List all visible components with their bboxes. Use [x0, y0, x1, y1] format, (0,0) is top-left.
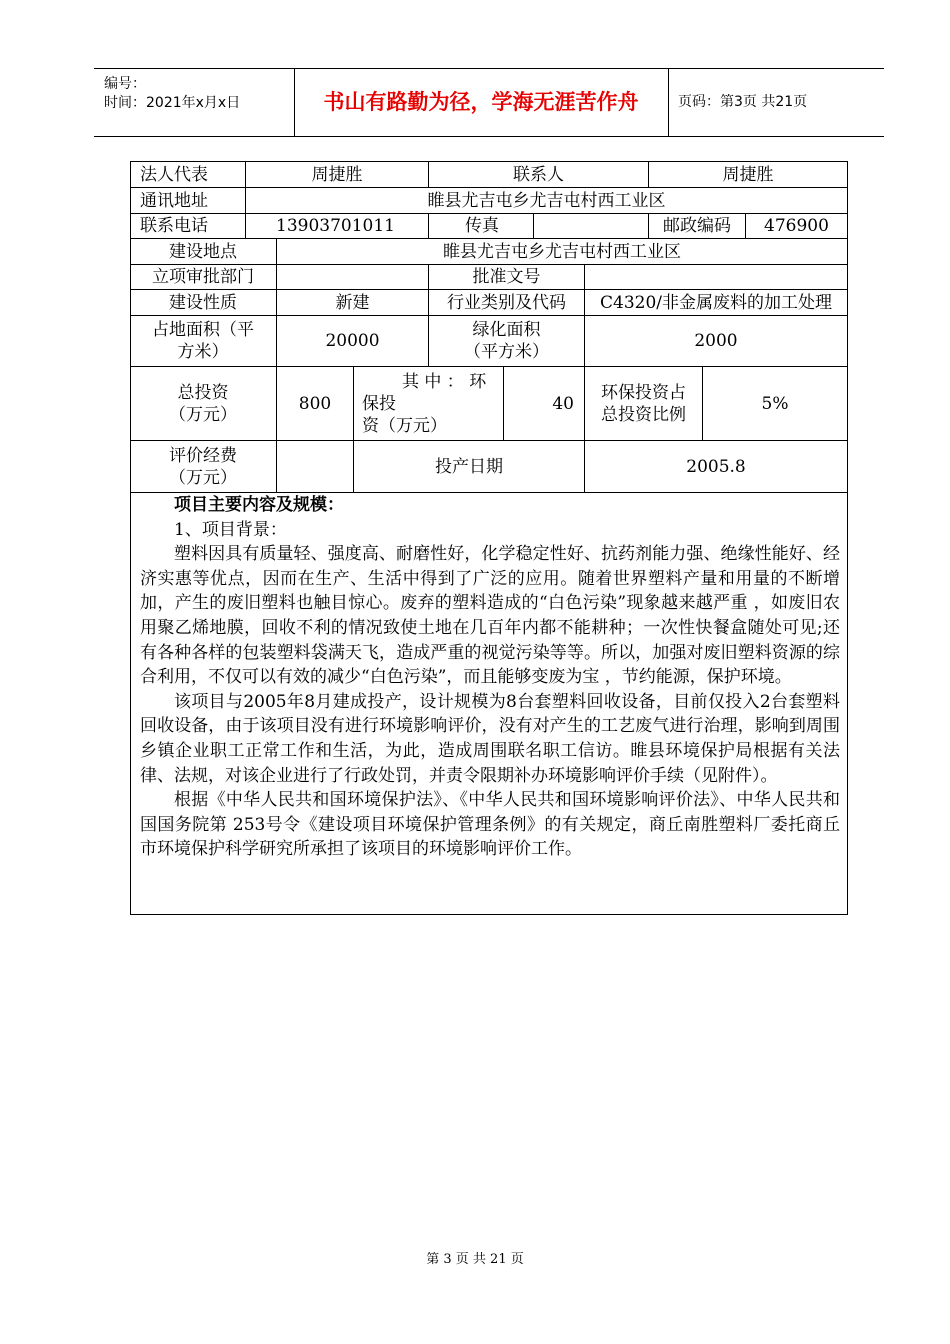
env-invest-label — [354, 367, 503, 440]
fax-label: 传真 — [465, 216, 499, 236]
invest-label-line1: 总投资 — [177, 382, 229, 403]
area-label-line2: 方米） — [177, 342, 229, 362]
fee-label-line2: （万元） — [169, 467, 237, 488]
content-paragraph: 塑料因具有质量轻、强度高、耐磨性好，化学稳定性好、抗药剂能力强、绝缘性能好、经济实惠等优点，因而在生产、生活中得到了广泛的应用。随着世界塑料产量和用量的不断增加，产生的废旧塑料也触目惊心。废弃的塑料造成的“白色污染”现象越来越严重 ，如废旧农用聚乙烯地膜，回收不利的情况致使土地在几百年内都不能耕种；一次性快餐盒随处可见;还有各种各样的包装塑料袋满天飞，造成严重的视觉污染等等。所以，加强对废旧塑料资源的综合利用，不仅可以有效的减少“白色污染”，而且能够变废为宝 ，节约能源，保护环境。 — [140, 544, 840, 688]
page-footer: 第 3 页 共 21 页 — [426, 1252, 524, 1267]
contact-value: 周捷胜 — [722, 164, 774, 185]
header-motto: 书山有路勤为径，学海无涯苦作舟 — [323, 90, 639, 114]
header-page-info: 页码：第3页 共21页 — [678, 94, 808, 110]
area-label — [130, 316, 276, 366]
ratio-label-line1: 环保投资占 — [601, 382, 686, 403]
fax-value — [534, 214, 648, 238]
nature-value: 新建 — [335, 292, 370, 313]
table-border — [130, 914, 848, 915]
green-label-line2: （平方米） — [464, 342, 549, 362]
env-invest-label-line2: 保投 — [362, 393, 396, 414]
table-border — [847, 161, 848, 915]
postcode-value: 476900 — [764, 216, 829, 236]
address-value: 睢县尤吉屯乡尤吉屯村西工业区 — [427, 190, 666, 211]
fee-label-line1: 评价经费 — [169, 445, 237, 466]
site-label: 建设地点 — [169, 241, 237, 262]
approval-dept-label: 立项审批部门 — [152, 267, 254, 287]
content-heading: 项目主要内容及规模： — [174, 495, 344, 515]
env-invest-label-line1: 其 中 ： 环 — [402, 371, 487, 392]
industry-label: 行业类别及代码 — [447, 292, 566, 313]
green-value: 2000 — [694, 331, 738, 351]
project-content — [140, 493, 840, 862]
time-label: 时间：2021年x月x日 — [104, 95, 241, 111]
invest-label — [130, 367, 276, 440]
approval-dept-value — [277, 265, 428, 289]
invest-value: 800 — [298, 393, 332, 414]
legal-rep-label: 法人代表 — [140, 164, 208, 185]
green-label — [429, 316, 584, 366]
fee-value — [277, 441, 353, 492]
approval-doc-label: 批准文号 — [472, 267, 541, 287]
production-label: 投产日期 — [435, 456, 503, 477]
document-header — [94, 68, 884, 137]
nature-label: 建设性质 — [169, 292, 237, 313]
address-label: 通讯地址 — [140, 190, 208, 211]
project-info-table — [130, 161, 848, 915]
ratio-label-line2: 总投资比例 — [601, 404, 686, 425]
area-label-line1: 占地面积（平 — [152, 320, 254, 340]
header-divider — [668, 69, 669, 136]
content-paragraph: 根据《中华人民共和国环境保护法》、《中华人民共和国环境影响评价法》、中华人民共和国国务院第 253号令《建设项目环境保护管理条例》的有关规定，商丘南胜塑料厂委托商丘市环境保护科学研究所承担了该项目的环境影响评价工作。 — [140, 790, 840, 860]
phone-value: 13903701011 — [276, 216, 395, 236]
green-label-line1: 绿化面积 — [472, 320, 541, 340]
content-subheading: 1、项目背景： — [174, 519, 287, 540]
content-paragraph: 该项目与2005年8月建成投产，设计规模为8台套塑料回收设备，目前仅投入2台套塑料回收设备，由于该项目没有进行环境影响评价，没有对产生的工艺废气进行治理，影响到周围乡镇企业职工正常工作和生活，为此，造成周围联名职工信访。睢县环境保护局根据有关法律、法规，对该企业进行了行政处罚，并责令限期补办环境影响评价手续（见附件）。 — [140, 691, 840, 786]
header-meta — [94, 69, 294, 136]
production-value: 2005.8 — [686, 456, 746, 477]
industry-value: C4320/非金属废料的加工处理 — [600, 292, 832, 313]
area-value: 20000 — [325, 331, 380, 351]
env-invest-value: 40 — [552, 393, 574, 414]
legal-rep-value: 周捷胜 — [311, 164, 363, 185]
ratio-label — [585, 367, 702, 440]
phone-label: 联系电话 — [140, 216, 208, 236]
site-value: 睢县尤吉屯乡尤吉屯村西工业区 — [443, 241, 681, 262]
number-label: 编号： — [104, 76, 146, 92]
env-invest-label-line3: 资（万元） — [362, 415, 447, 436]
approval-doc-value — [585, 265, 847, 289]
ratio-value: 5% — [761, 393, 789, 414]
postcode-label: 邮政编码 — [663, 216, 731, 236]
invest-label-line2: （万元） — [169, 404, 237, 425]
contact-label: 联系人 — [513, 164, 564, 185]
fee-label — [130, 441, 276, 492]
